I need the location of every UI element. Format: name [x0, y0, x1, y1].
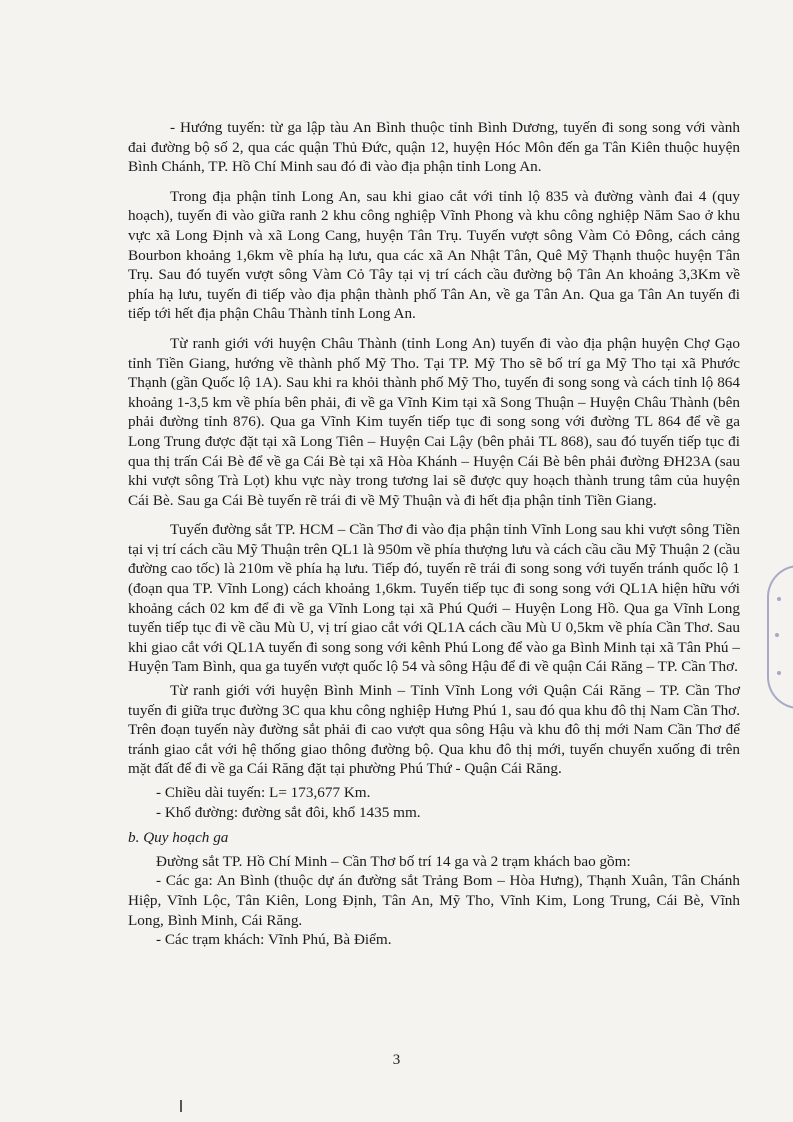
margin-mark — [180, 1100, 182, 1112]
paragraph-vinh-long: Tuyến đường sắt TP. HCM – Cần Thơ đi vào địa phận tỉnh Vĩnh Long sau khi vượt sông Tiền tại vị trí cách cầu Mỹ Thuận trên QL1 là 950m về phía thượng lưu và cách cầu cầu Mỹ Thuận 2 (cầu đường cao tốc) là 210m về phía hạ lưu. Tiếp đó, tuyến rẽ trái đi song song với tuyến tránh quốc lộ 1 (đoạn qua TP. Vĩnh Long) cách khoảng 1,6km. Tuyến tiếp tục đi song song với QL1A hiện hữu với khoảng cách 02 km để đi về ga Vĩnh Long tại xã Phú Quới – Huyện Long Hồ. Qua ga Vĩnh Long tuyến tiếp tục đi về cầu Mù U, vị trí giao cắt với QL1A cách cầu Mù U 0,5km về phía Cần Thơ. Sau khi giao cắt với QL1A tuyến đi song song với kênh Phú Long để vào ga Bình Minh tại xã Tân Phú – Huyện Tam Bình, qua ga tuyến vượt quốc lộ 54 và sông Hậu để đi về quận Cái Răng – TP. Cần Thơ. — [128, 521, 740, 676]
document-body — [128, 118, 740, 950]
page-number: 3 — [392, 1052, 401, 1068]
paragraph-long-an: Trong địa phận tỉnh Long An, sau khi giao cắt với tỉnh lộ 835 và đường vành đai 4 (quy hoạch), tuyến đi vào giữa ranh 2 khu công nghiệp Vĩnh Phong và khu công nghiệp Năm Sao ở khu vực xã Long Định và xã Long Cang, huyện Tân Trụ. Tuyến vượt sông Vàm Cỏ Đông, cách cảng Bourbon khoảng 1,6km về phía hạ lưu, qua các xã An Nhật Tân, Quê Mỹ Thạnh thuộc huyện Tân Trụ. Sau đó tuyến vượt sông Vàm Cỏ Tây tại vị trí cách cầu đường bộ Tân An khoảng 3,3Km về phía hạ lưu, tuyến đi tiếp vào địa phận thành phố Tân An, về ga Tân An. Qua ga Tân An tuyến đi tiếp tới hết địa phận Châu Thành tỉnh Long An. — [128, 187, 740, 323]
section-heading-stations: b. Quy hoạch ga — [128, 829, 229, 847]
paragraph-can-tho: Từ ranh giới với huyện Bình Minh – Tỉnh Vĩnh Long với Quận Cái Răng – TP. Cần Thơ tuyến đi giữa trục đường 3C qua khu công nghiệp Hưng Phú 1, sau đó qua khu đô thị Nam Cần Thơ. Trên đoạn tuyến này đường sắt phải đi cao vượt qua sông Hậu và khu đô thị mới Nam Cần Thơ để tránh giao cắt với hệ thống giao thông đường bộ. Qua khu đô thị mới, tuyến chuyển xuống đi trên mặt đất để đi về ga Cái Răng đặt tại phường Phú Thứ - Quận Cái Răng. — [128, 682, 740, 778]
seal-stamp-edge — [767, 565, 793, 709]
stations-intro: Đường sắt TP. Hồ Chí Minh – Cần Thơ bố trí 14 ga và 2 trạm khách bao gồm: — [156, 852, 631, 870]
track-gauge: - Khổ đường: đường sắt đôi, khổ 1435 mm. — [156, 803, 421, 821]
route-length: - Chiều dài tuyến: L= 173,677 Km. — [156, 784, 371, 801]
passenger-stop-list: - Các trạm khách: Vĩnh Phú, Bà Điểm. — [156, 931, 392, 949]
paragraph-route-direction: - Hướng tuyến: từ ga lập tàu An Bình thuộc tỉnh Bình Dương, tuyến đi song song với vành đai đường bộ số 2, qua các quận Thủ Đức, quận 12, huyện Hóc Môn đến ga Tân Kiên thuộc huyện Bình Chánh, TP. Hồ Chí Minh sau đó đi vào địa phận tỉnh Long An. — [128, 119, 740, 176]
paragraph-tien-giang: Từ ranh giới với huyện Châu Thành (tỉnh Long An) tuyến đi vào địa phận huyện Chợ Gạo tỉnh Tiền Giang, hướng về thành phố Mỹ Tho. Tại TP. Mỹ Tho sẽ bố trí ga Mỹ Tho tại xã Phước Thạnh (gần Quốc lộ 1A). Sau khi ra khỏi thành phố Mỹ Tho, tuyến đi song song và cách tỉnh lộ 864 khoảng 1-3,5 km về phía bên phải, đi về ga Vĩnh Kim tại xã Song Thuận – Huyện Châu Thành (bên phải đường tỉnh 876). Qua ga Vĩnh Kim tuyến tiếp tục đi song song với đường TL 864 để về ga Long Trung được đặt tại xã Long Tiên – Huyện Cai Lậy (bên phải TL 868), sau đó tuyến tiếp tục đi qua thị trấn Cái Bè để về ga Cái Bè tại xã Hòa Khánh – Huyện Cái Bè bên phải đường ĐH23A (sau khi vượt sông Trà Lọt) khu vực này trong tương lai sẽ được quy hoạch thành trung tâm của huyện Cái Bè. Sau ga Cái Bè tuyến rẽ trái đi về Mỹ Thuận và đi hết địa phận tỉnh Tiền Giang. — [128, 334, 740, 509]
station-list: - Các ga: An Bình (thuộc dự án đường sắt Trảng Bom – Hòa Hưng), Thạnh Xuân, Tân Chánh Hiệp, Vĩnh Lộc, Tân Kiên, Long Định, Tân An, Mỹ Tho, Vĩnh Kim, Long Trung, Cái Bè, Vĩnh Long, Bình Minh, Cái Răng. — [128, 872, 740, 929]
